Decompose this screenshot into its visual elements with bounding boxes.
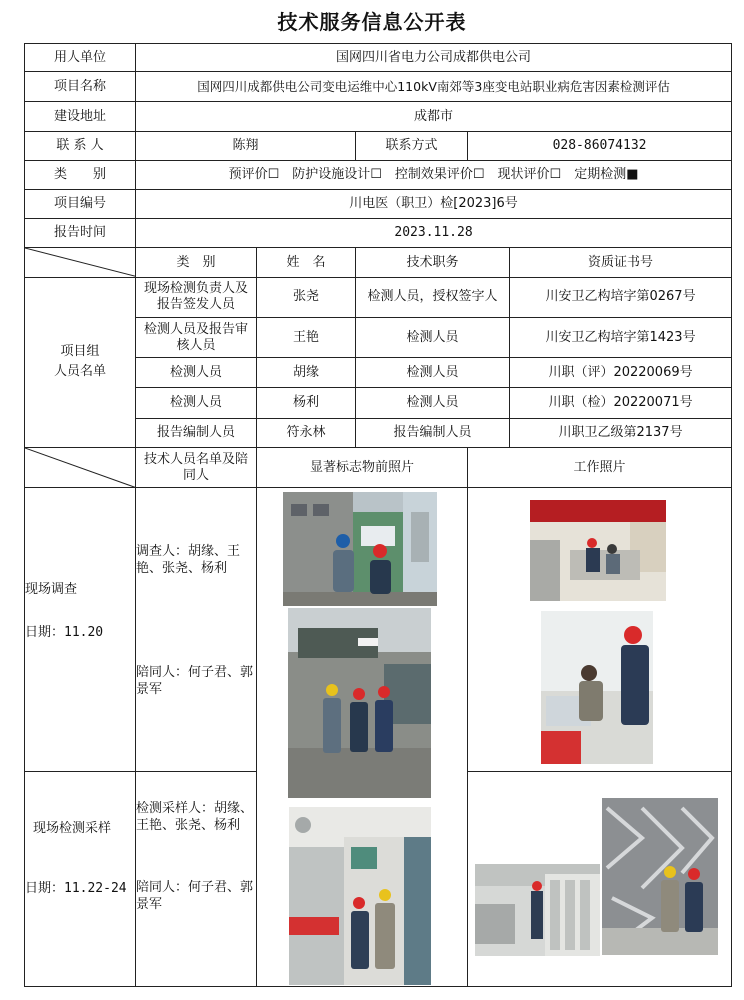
sampling-work-photo-2 — [602, 798, 718, 955]
date-value: 2023.11.28 — [136, 219, 732, 248]
survey-gate-photo — [288, 608, 431, 798]
member-cert: 川职（评）20220069号 — [510, 358, 732, 388]
team-group-label: 项目组 人员名单 — [25, 277, 136, 447]
survey-label: 现场调查 — [25, 582, 78, 597]
member-role: 检测人员 — [136, 358, 257, 388]
address-value: 成都市 — [136, 102, 732, 131]
client-value: 国网四川省电力公司成都供电公司 — [136, 44, 732, 72]
survey-date: 日期：11.20 — [25, 625, 104, 640]
photo-header-staff: 技术人员名单及陪同人 — [136, 447, 257, 487]
survey-escorts: 陪同人：何子君、郭景军 — [136, 665, 254, 697]
member-title: 检测人员 — [356, 388, 510, 418]
sampling-staff: 检测采样人：胡缘、王艳、张尧、杨利 — [136, 801, 254, 833]
member-name: 王艳 — [257, 317, 356, 357]
survey-investigators: 调查人：胡缘、王艳、张尧、杨利 — [136, 544, 241, 576]
survey-work-photo-2 — [541, 611, 653, 764]
member-name: 张尧 — [257, 277, 356, 317]
sampling-work-photo-1 — [475, 864, 600, 956]
contact-label: 联 系 人 — [25, 131, 136, 160]
member-role: 现场检测负责人及报告签发人员 — [136, 277, 257, 317]
type-label: 类 别 — [25, 160, 136, 189]
project-label: 项目名称 — [25, 72, 136, 102]
survey-staff-cell — [136, 488, 257, 772]
date-label: 报告时间 — [25, 219, 136, 248]
client-label: 用人单位 — [25, 44, 136, 72]
contact-value: 陈翔 — [136, 131, 356, 160]
team-header-cert: 资质证书号 — [510, 248, 732, 277]
member-name: 胡缘 — [257, 358, 356, 388]
member-name: 杨利 — [257, 388, 356, 418]
phone-value: 028-86074132 — [468, 131, 732, 160]
code-value: 川电医（职卫）检[2023]6号 — [136, 190, 732, 219]
team-header-role: 类 别 — [136, 248, 257, 277]
diagonal-cell — [25, 447, 136, 487]
member-name: 符永林 — [257, 418, 356, 447]
member-title: 检测人员，授权签字人 — [356, 277, 510, 317]
sampling-label: 现场检测采样 — [33, 821, 112, 836]
member-title: 检测人员 — [356, 358, 510, 388]
member-role: 检测人员及报告审核人员 — [136, 317, 257, 357]
member-cert: 川安卫乙构培字第1423号 — [510, 317, 732, 357]
member-role: 检测人员 — [136, 388, 257, 418]
member-cert: 川职（检）20220071号 — [510, 388, 732, 418]
member-role: 报告编制人员 — [136, 418, 257, 447]
member-cert: 川职卫乙级第2137号 — [510, 418, 732, 447]
sampling-sign-photo — [289, 807, 431, 985]
type-value: 预评价☐ 防护设施设计☐ 控制效果评价☐ 现状评价☐ 定期检测■ — [136, 160, 732, 189]
member-title: 检测人员 — [356, 317, 510, 357]
sampling-date: 日期：11.22-24 — [25, 881, 127, 896]
project-value: 国网四川成都供电公司变电运维中心110kV南郊等3座变电站职业病危害因素检测评估 — [136, 72, 732, 102]
address-label: 建设地址 — [25, 102, 136, 131]
phone-label: 联系方式 — [356, 131, 468, 160]
team-header-name: 姓 名 — [257, 248, 356, 277]
diagonal-cell — [25, 248, 136, 277]
survey-sign-photo — [283, 492, 437, 606]
page-title: 技术服务信息公开表 — [277, 10, 467, 34]
survey-work-photo-1 — [530, 500, 666, 601]
team-header-title: 技术职务 — [356, 248, 510, 277]
code-label: 项目编号 — [25, 190, 136, 219]
photo-header-sign: 显著标志物前照片 — [257, 447, 468, 487]
photo-header-work: 工作照片 — [468, 447, 732, 487]
member-cert: 川安卫乙构培字第0267号 — [510, 277, 732, 317]
member-title: 报告编制人员 — [356, 418, 510, 447]
sampling-escorts: 陪同人：何子君、郭景军 — [136, 880, 254, 912]
